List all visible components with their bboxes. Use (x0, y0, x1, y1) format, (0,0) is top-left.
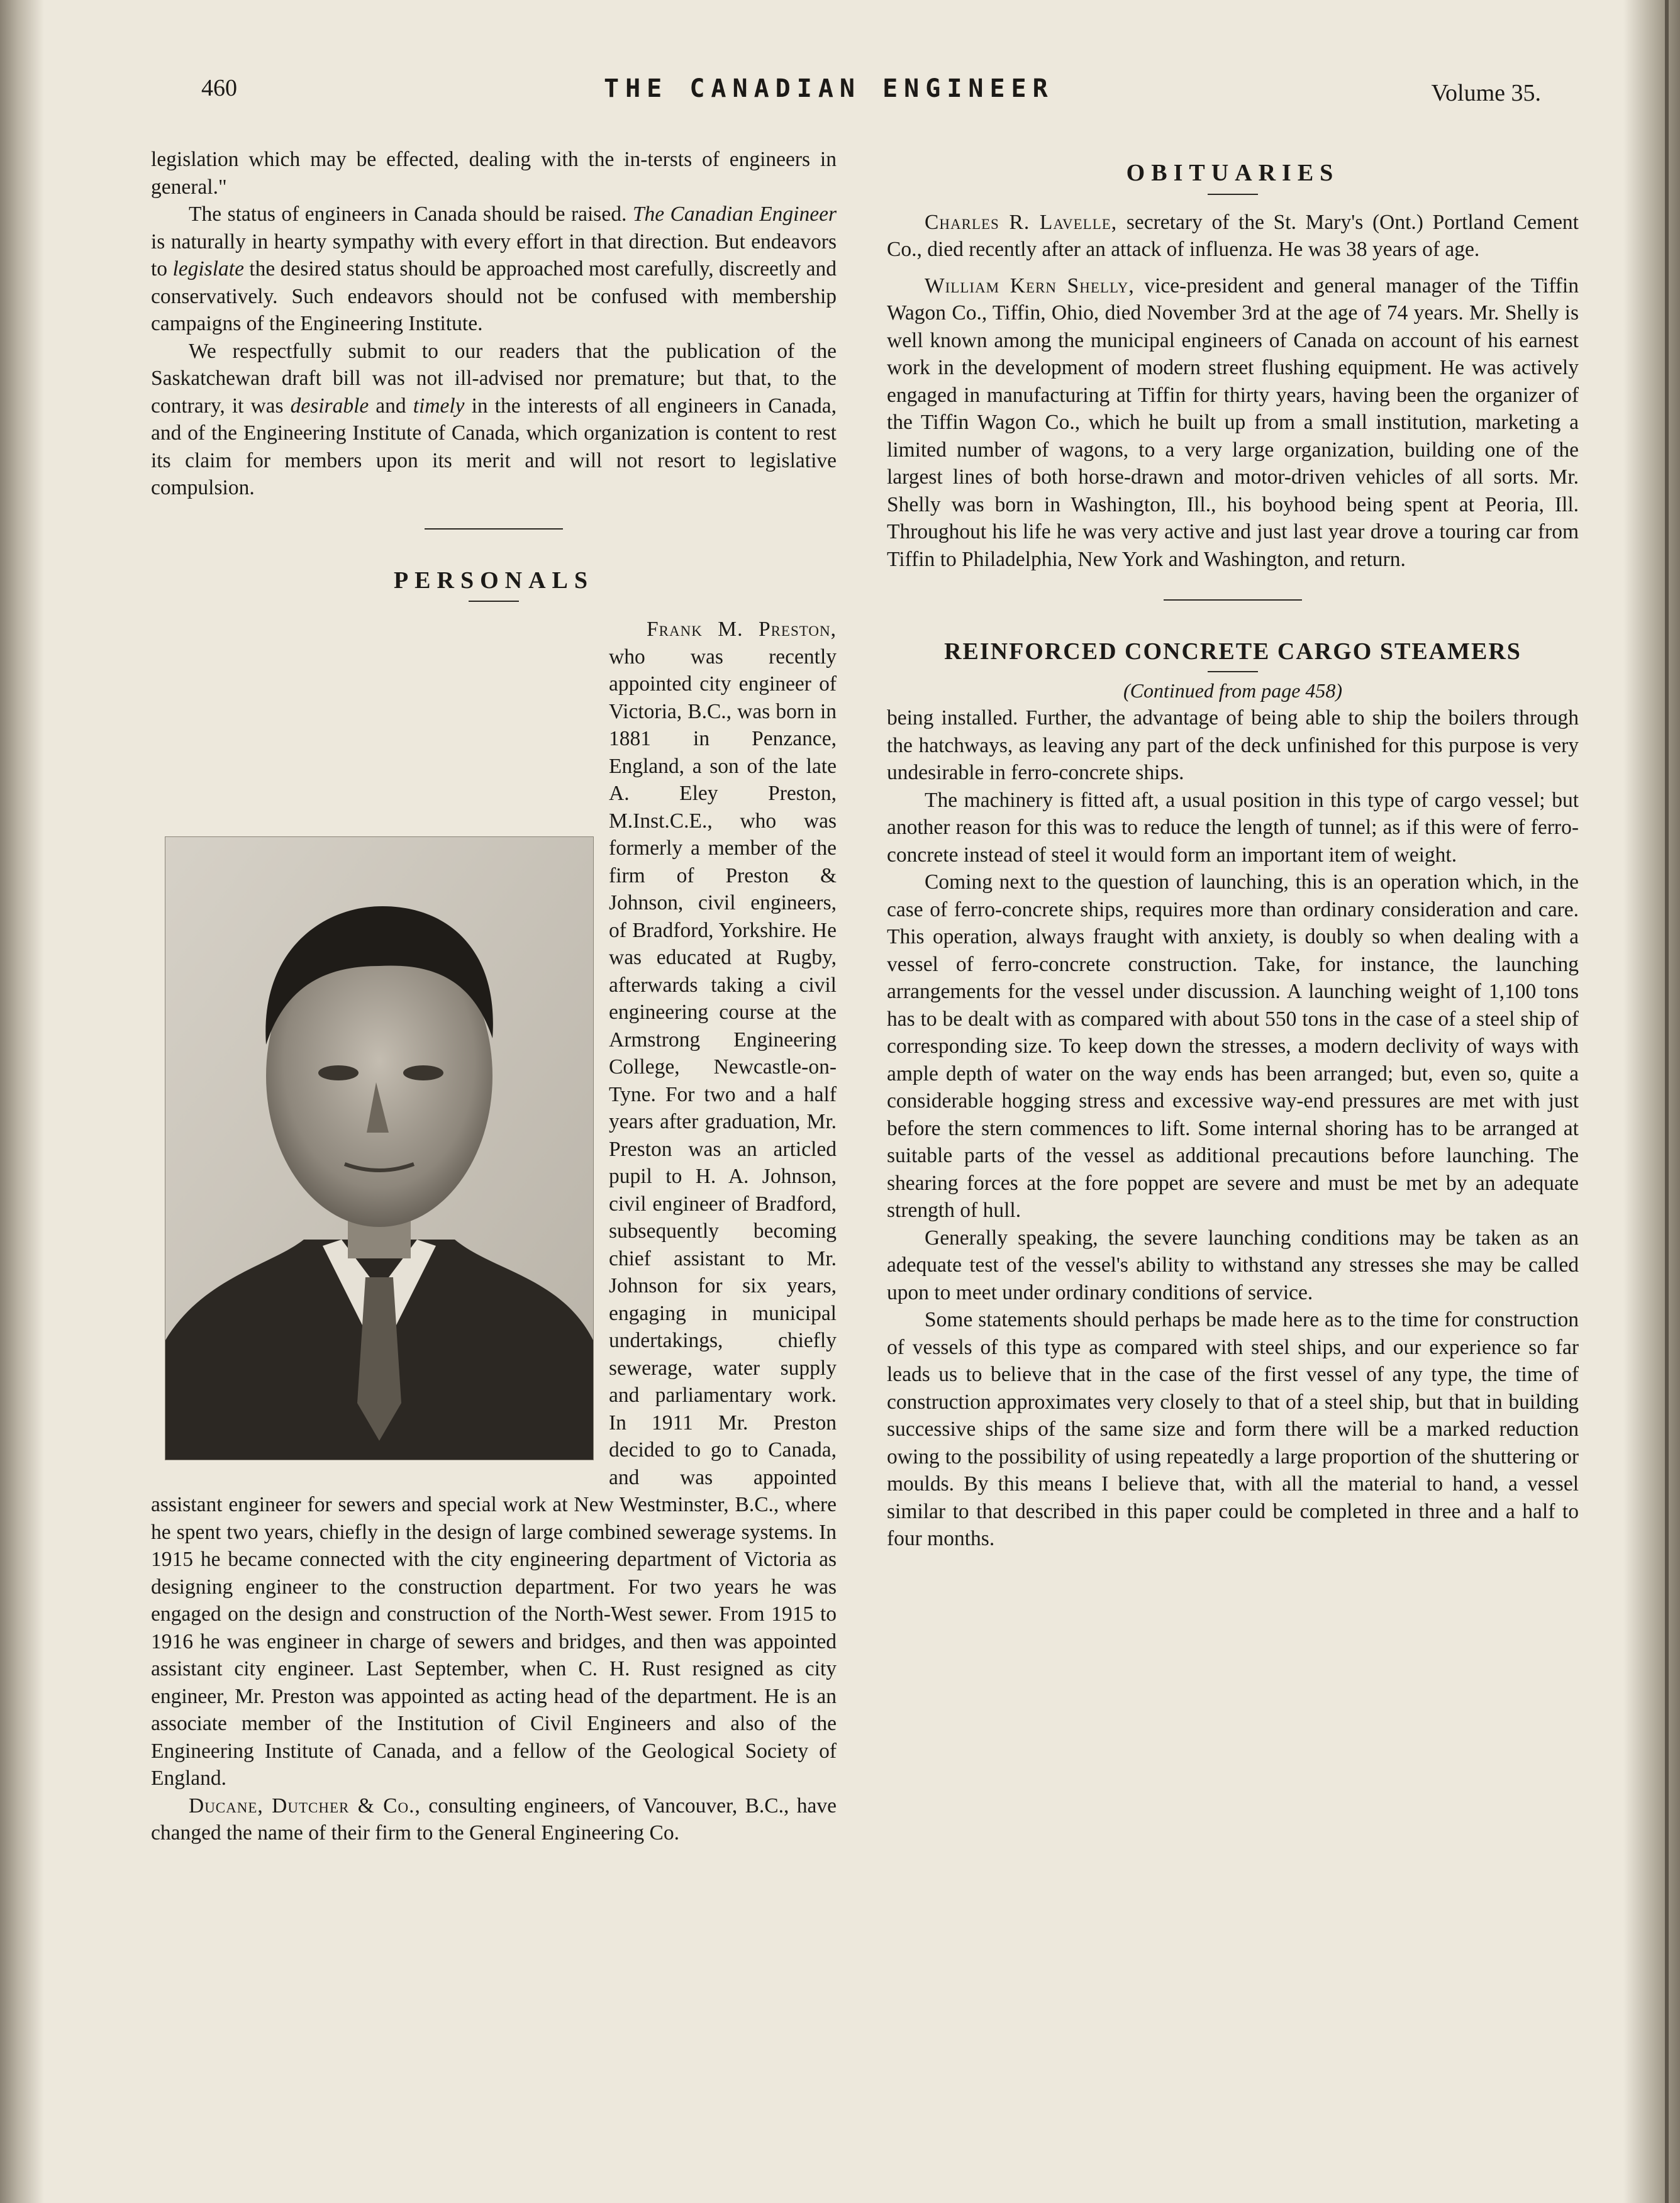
italic-word: timely (413, 394, 465, 418)
text-run: the desired status should be approached most carefully, discreetly and conservatively. Such endeavors should not be confused with membership campaigns of the Engineering Institute. (151, 257, 837, 335)
journal-title: THE CANADIAN ENGINEER (604, 74, 1054, 103)
text-run: secretary of the St. Mary's (Ont.) Portland Cement Co., died recently after an attack of influenza. He was 38 years of age. (887, 210, 1579, 261)
text-run: consulting engineers, of Vancouver, B.C., have changed the name of their firm to the General Engineering Co. (151, 1794, 837, 1845)
editorial-status-paragraph (151, 201, 837, 338)
journal-name-italic: The Canadian Engineer (632, 203, 837, 226)
volume-label: Volume 35. (1431, 80, 1541, 106)
editorial-submit-paragraph (151, 338, 837, 502)
text-run: who was recently appointed city engineer of Victoria, B.C., was born in 1881 in Penzance, England, a son of the late A. Eley Preston, M.Inst.C.E., who was formerly a member of the firm of Preston & Johnson, civil engineers, of Bradford, Yorkshire. He was educated at Rugby, afterwards taking a civil engineering course at the Armstrong Engineering College, Newcastle-on-Tyne. For two and a half years after graduation, Mr. Preston was an articled pupil to H. A. Johnson, civil engineer of Bradford, subsequently becoming chief assistant to Mr. Johnson for six years, engaging in municipal undertakings, chiefly sewerage, water supply and parliamentary work. In 1911 Mr. Preston decided to go to Canada, and was appointed assistant engineer for sewers and special work at New Westminster, B.C., where he spent two years, chiefly in the design of large combined sewerage systems. In 1915 he became connected with the city engineering department of Victoria as designing engineer to the construction department. For two years he was engaged on the design and construction of the North-West sewer. From 1915 to 1916 he was engineer in charge of sewers and bridges, and then was appointed assistant city engineer. Last September, when C. H. Rust resigned as city engineer, Mr. Preston was appointed as acting head of the department. He is an associate member of the Institution of Civil Engineers and also of the Engineering Institute of Canada, and a fellow of the Geological Society of England. (151, 645, 837, 1790)
text-run: and (369, 394, 413, 418)
running-head (201, 74, 1541, 112)
section-divider (1164, 599, 1302, 601)
article-paragraph: Coming next to the question of launching, this is an operation which, in the case of ferro-concrete ships, requires more than ordinary consideration and care. This operation, always fraught with anxiety, is doubly so when dealing with a vessel of ferro-concrete construction. Take, for instance, the launching arrangements for the vessel under discussion. A launching weight of 1,100 tons has to be dealt with as compared with about 550 tons in the case of a steel ship of corresponding size. To keep down the stresses, a modern declivity of ways with ample depth of water on the way ends has been arranged; but, even so, quite a considerable hogging stress and excessive way-end pressures are met with just before the stern commences to lift. Some internal shoring has to be arranged at suitable parts of the vessel as additional precautions before launching. The shearing forces at the fore poppet are severe and must be met by an adequate strength of hull. (887, 870, 1579, 1222)
article-paragraph: The machinery is fitted aft, a usual position in this type of cargo vessel; but another reason for this was to reduce the length of tunnel; as if this were of ferro-concrete instead of steel it would form an important item of weight. (887, 788, 1579, 867)
article-paragraph: Generally speaking, the severe launching conditions may be taken as an adequate test of the vessel's ability to withstand any stresses she may be called upon to meet under ordinary conditions of service. (887, 1226, 1579, 1304)
portrait-image (165, 837, 593, 1460)
page-gutter-shadow (0, 0, 44, 2203)
article-paragraph: Some statements should perhaps be made here as to the time for construction of vessels of this type as compared with steel ships, and our experience so far leads us to believe that in the case of the first vessel of any type, the time of construction approximates very closely to that of a steel ship, but that in building successive ships of the same size and form there will be a marked reduction owing to the possibility of using repeatedly a large proportion of the shuttering or moulds. By this means I believe that, with all the material to hand, a vessel similar to that described in this paper could be completed in three and a half to four months. (887, 1308, 1579, 1550)
portrait-photo (165, 836, 594, 1460)
person-name: Charles R. Lavelle, (925, 210, 1118, 234)
text-run: We respectfully submit to our readers that the publication of the Saskatchewan draft bill was not ill-advised nor premature; but that, to the contrary, it was (151, 339, 837, 418)
text-run: is naturally in hearty sympathy with every effort in that direction. But endeavors to (151, 230, 837, 280)
heading-rule (469, 601, 519, 602)
article-paragraph: being installed. Further, the advantage of being able to ship the boilers through the hatchways, as leaving any part of the deck unfinished for this purpose is very undesirable in ferro-concrete ships. (887, 706, 1579, 784)
heading-rule (1208, 671, 1258, 672)
personals-heading: PERSONALS (393, 567, 594, 594)
text-run: The status of engineers in Canada should be raised. (189, 203, 633, 226)
ducane-paragraph (151, 1792, 837, 1847)
italic-word: desirable (290, 394, 369, 418)
lavelle-paragraph (887, 209, 1579, 264)
heading-rule (1208, 194, 1258, 195)
continued-note: (Continued from page 458) (1123, 679, 1343, 702)
page-edge-line (1665, 0, 1669, 2203)
page-edge-shadow (1623, 0, 1680, 2203)
text-run: in the interests of all engineers in Canada, and of the Engineering Institute of Canada, which organization is content to rest its claim for members upon its merit and will not resort to legislative compulsion. (151, 394, 837, 499)
person-name: Frank M. Preston, (647, 618, 837, 641)
right-column (887, 146, 1579, 1553)
page-number: 460 (201, 75, 237, 101)
article-heading: REINFORCED CONCRETE CARGO STEAMERS (944, 638, 1521, 665)
firm-name: Ducane, Dutcher & Co., (189, 1794, 421, 1817)
shelly-paragraph (887, 272, 1579, 574)
person-name: William Kern Shelly, (925, 274, 1135, 297)
italic-word: legislate (172, 257, 244, 280)
editorial-fragment: legislation which may be effected, dealing with the in-tersts of engineers in general." (151, 148, 837, 199)
text-run: vice-president and general manager of the Tiffin Wagon Co., Tiffin, Ohio, died November 3rd at the age of 74 years. Mr. Shelly is well known among the municipal engineers of Canada on account of his earnest work in the development of modern street flushing equipment. He was actively engaged in manufacturing at Tiffin for thirty years, having been the organizer of the Tiffin Wagon Co., which he built up from a small institution, marketing a limited number of wagons, to a very large organization, building one of the largest lines of both horse-drawn and motor-driven vehicles of all sorts. Mr. Shelly was born in Washington, Ill., his boyhood being spent at Peoria, Ill. Throughout his life he was very active and just last year drove a touring car from Tiffin to Philadelphia, New York and Washington, and return. (887, 274, 1579, 571)
obituaries-heading: OBITUARIES (1126, 160, 1340, 186)
section-divider (425, 528, 563, 530)
